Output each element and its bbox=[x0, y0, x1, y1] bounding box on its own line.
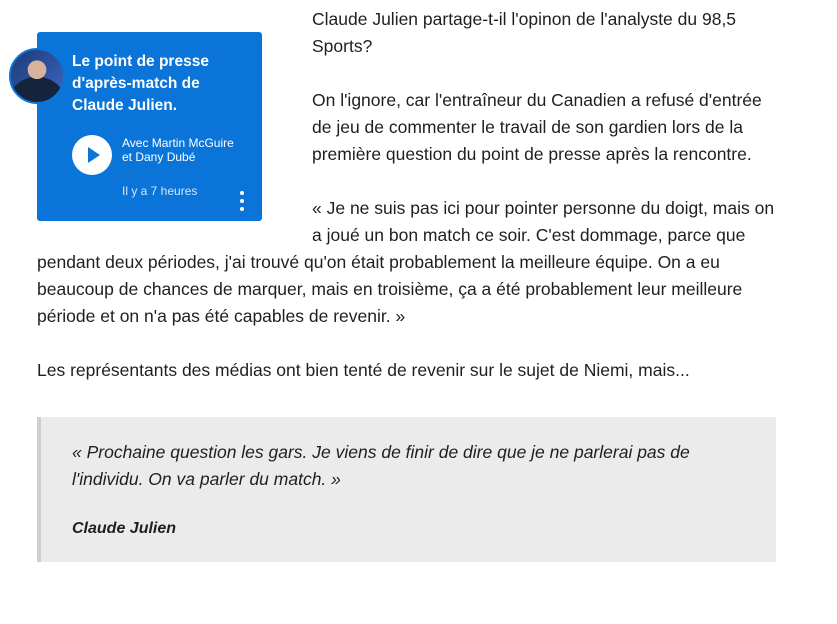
podcast-time: Il y a 7 heures bbox=[122, 184, 198, 198]
quote-author: Claude Julien bbox=[72, 520, 177, 537]
article-paragraph-2: On l'ignore, car l'entraîneur du Canadien a refusé d'entrée de jeu de commenter le travail de son gardien lors de la première question du point de presse après la rencontre. bbox=[312, 90, 762, 164]
article-paragraph-1: Claude Julien partage-t-il l'opinon de l'analyste du 98,5 Sports? bbox=[312, 9, 737, 56]
pull-quote bbox=[37, 417, 776, 562]
article-body bbox=[37, 6, 777, 562]
podcast-card[interactable] bbox=[37, 32, 262, 221]
podcast-hosts: Avec Martin McGuire et Dany Dubé bbox=[122, 136, 234, 164]
article-paragraph-3: « Je ne suis pas ici pour pointer personne du doigt, mais on a joué un bon match ce soir. C'est dommage, parce que pendant deux périodes, j'ai trouvé qu'on était probablement la meilleure équipe. On a eu beaucoup de chances de marquer, mais en troisième, ça a été probablement leur meilleure période et on n'a pas été capables de revenir. » bbox=[37, 198, 775, 326]
quote-text: « Prochaine question les gars. Je viens de finir de dire que je ne parlerai pas de l'individu. On va parler du match. » bbox=[72, 442, 690, 489]
podcast-card-wrapper bbox=[37, 6, 287, 228]
person-avatar-icon bbox=[9, 48, 65, 104]
play-button[interactable] bbox=[72, 135, 112, 175]
article-paragraph-4: Les représentants des médias ont bien tenté de revenir sur le sujet de Niemi, mais... bbox=[37, 360, 690, 380]
kebab-menu-icon[interactable] bbox=[235, 191, 249, 211]
podcast-title[interactable]: Le point de presse d'après-match de Claude Julien. bbox=[72, 53, 209, 114]
